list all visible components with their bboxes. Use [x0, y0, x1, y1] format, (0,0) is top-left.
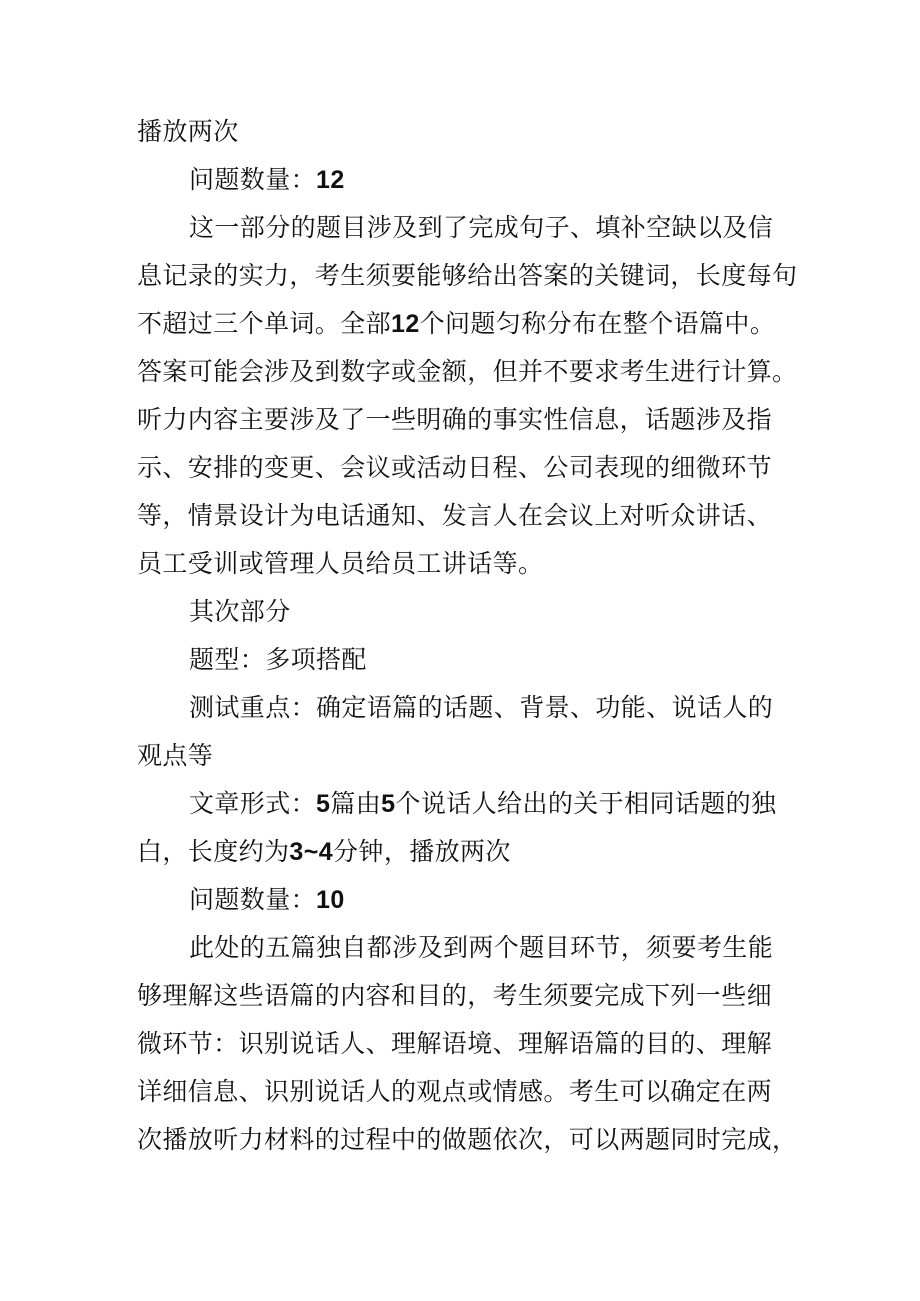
text-line: 等，情景设计为电话通知、发言人在会议上对听众讲话、 — [137, 501, 773, 530]
text-line: 微环节：识别说话人、理解语境、理解语篇的目的、理解 — [137, 1029, 773, 1058]
text-line: 这一部分的题目涉及到了完成句子、填补空缺以及信 — [189, 213, 774, 242]
text-line: 播放两次 — [137, 117, 239, 146]
text-line: 详细信息、识别说话人的观点或情感。考生可以确定在两 — [137, 1077, 773, 1106]
text-line: 不超过三个单词。全部12个问题匀称分布在整个语篇中。 — [137, 309, 776, 338]
text-line: 够理解这些语篇的内容和目的，考生须要完成下列一些细 — [137, 981, 773, 1010]
text-line: 测试重点：确定语篇的话题、背景、功能、说话人的 — [189, 693, 774, 722]
text-line: 员工受训或管理人员给员工讲话等。 — [137, 549, 544, 578]
text-line: 次播放听力材料的过程中的做题依次，可以两题同时完成， — [137, 1125, 798, 1154]
text-line: 问题数量：10 — [189, 885, 345, 914]
text-line: 此处的五篇独自都涉及到两个题目环节，须要考生能 — [189, 933, 774, 962]
text-line: 观点等 — [137, 741, 214, 770]
text-line: 听力内容主要涉及了一些明确的事实性信息，话题涉及指 — [137, 405, 773, 434]
text-line: 答案可能会涉及到数字或金额，但并不要求考生进行计算。 — [137, 357, 798, 386]
text-line: 题型：多项搭配 — [189, 645, 367, 674]
document-page — [137, 108, 797, 1164]
text-line: 文章形式：5篇由5个说话人给出的关于相同话题的独 — [189, 789, 777, 818]
section-heading: 其次部分 — [189, 597, 291, 626]
text-line: 问题数量：12 — [189, 165, 345, 194]
text-line: 白，长度约为3~4分钟，播放两次 — [137, 837, 511, 866]
text-line: 息记录的实力，考生须要能够给出答案的关键词，长度每句 — [137, 261, 798, 290]
text-line: 示、安排的变更、会议或活动日程、公司表现的细微环节 — [137, 453, 773, 482]
